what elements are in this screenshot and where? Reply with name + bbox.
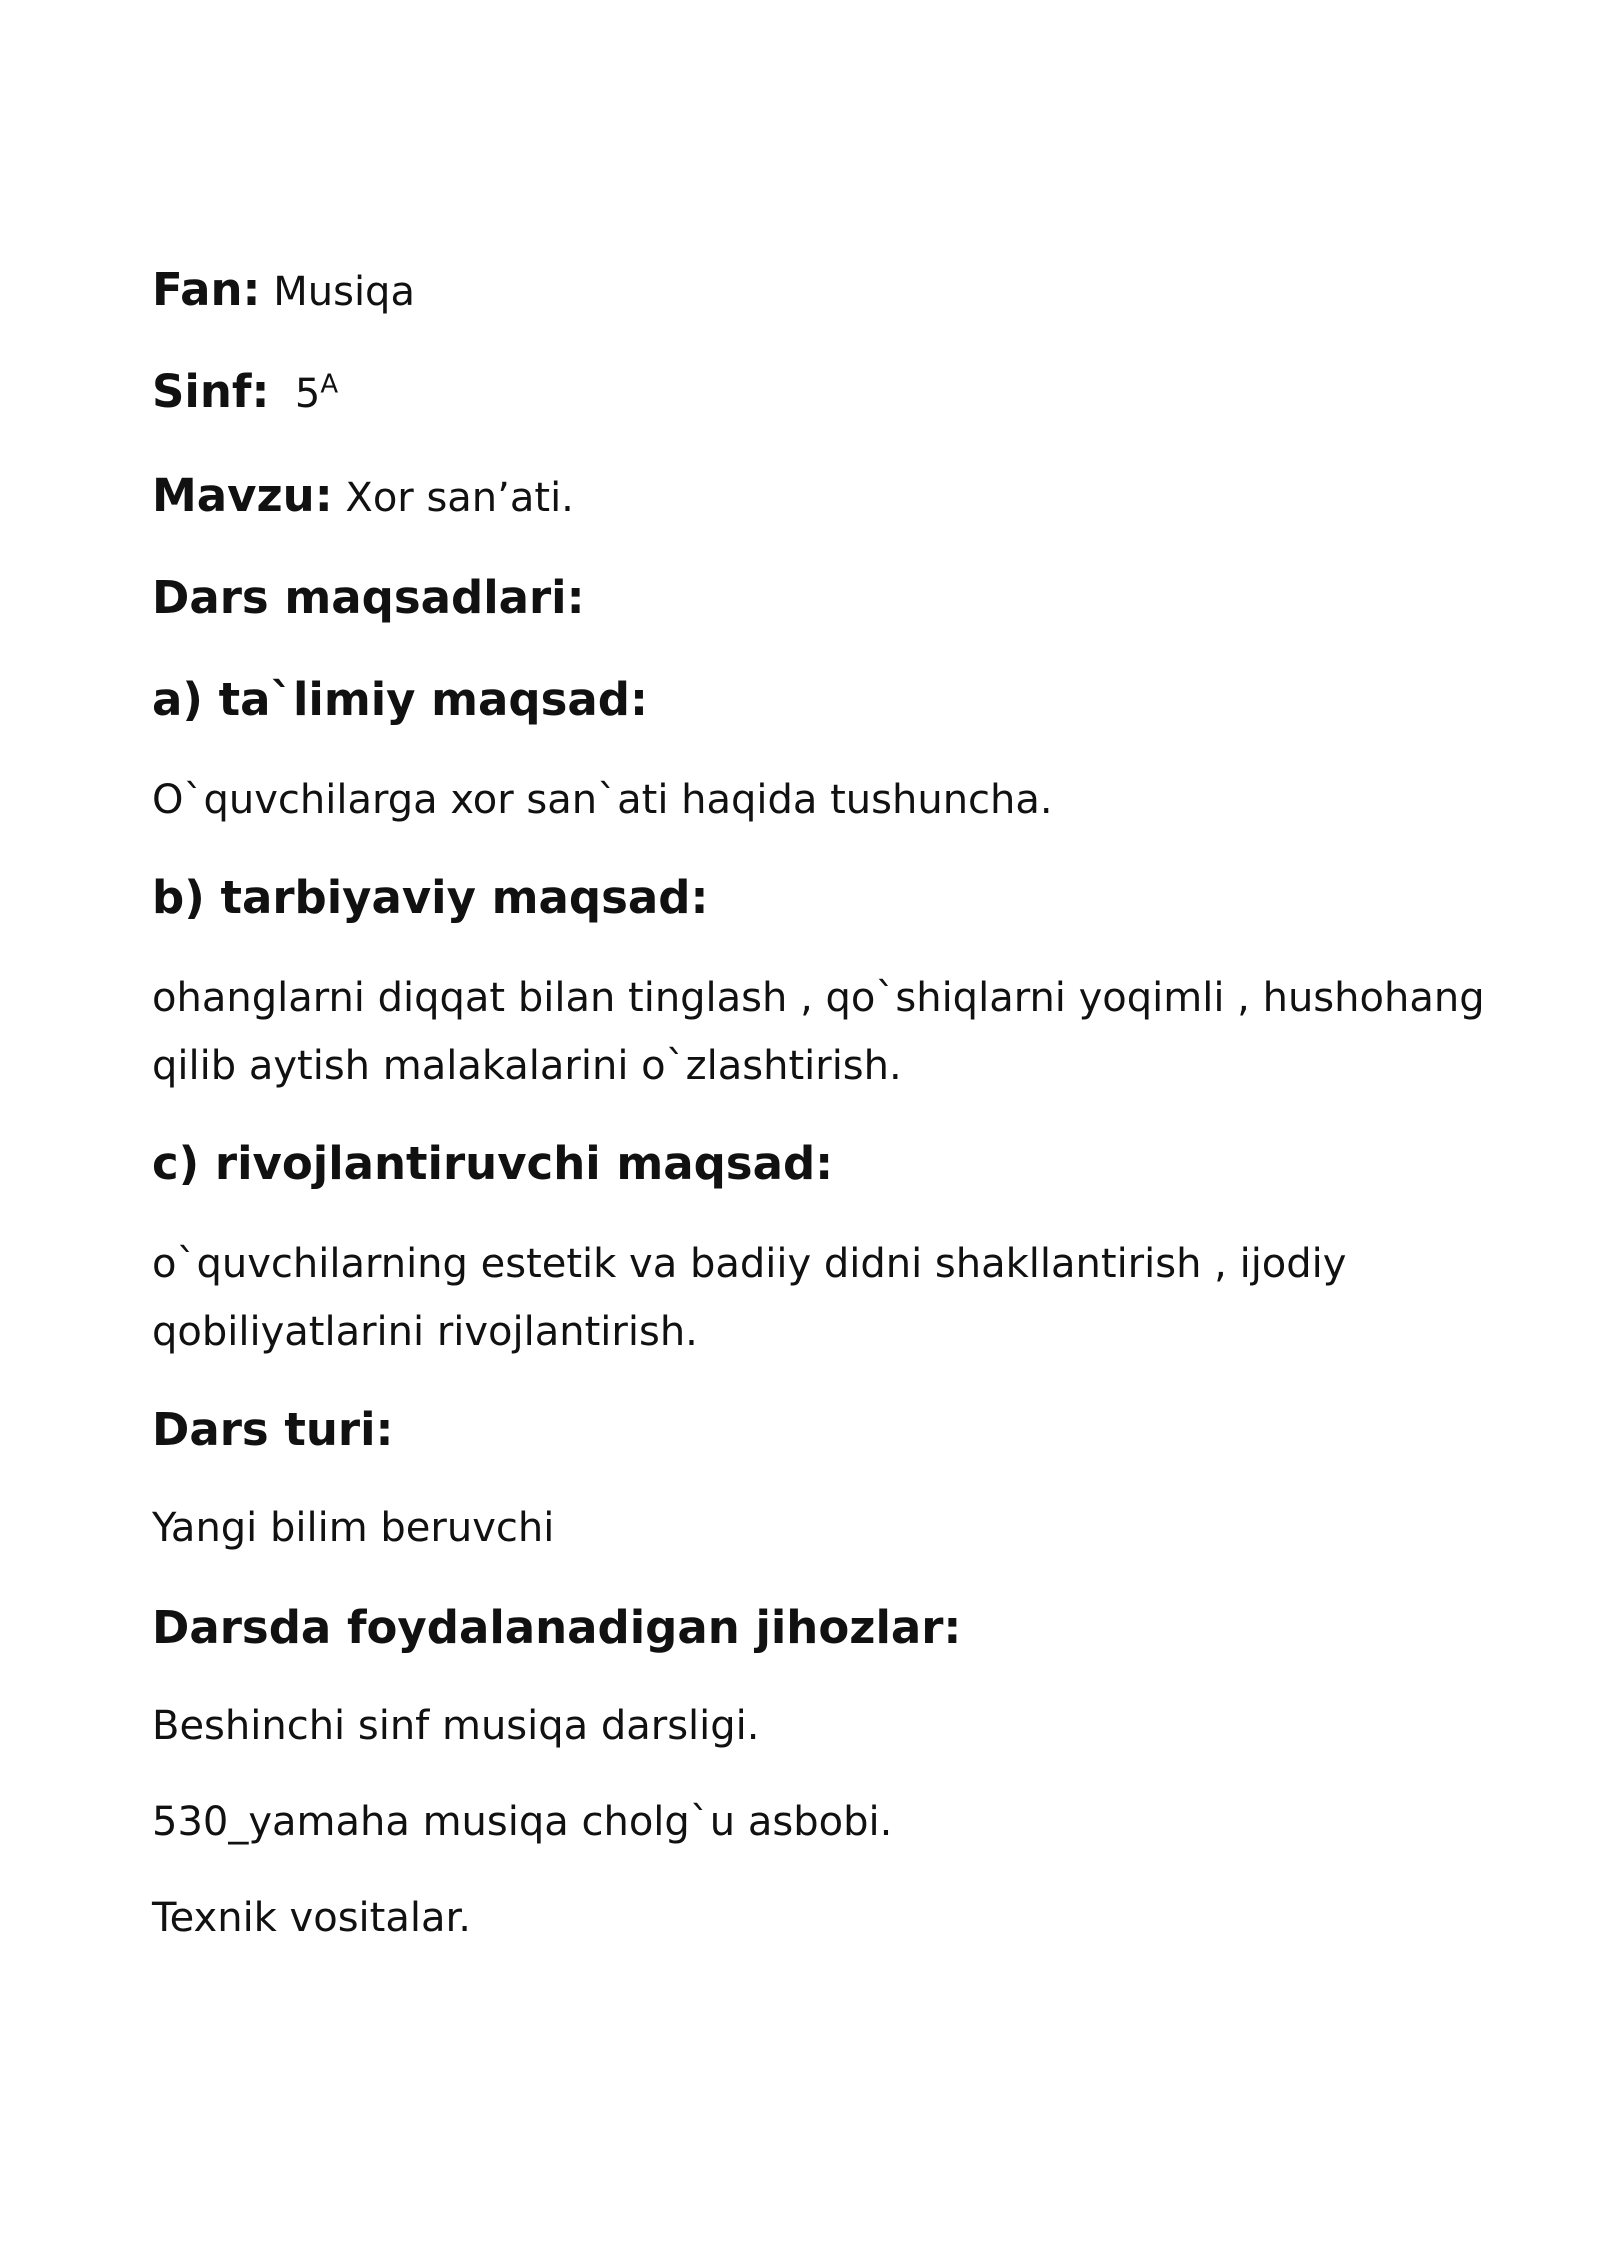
upbringing-goal-line-1: ohanglarni diqqat bilan tinglash , qo`shiqlarni yoqimli , hushohang <box>152 975 1485 1021</box>
lesson-type-heading: Dars turi: <box>152 1403 394 1456</box>
equipment-item: Texnik vositalar. <box>152 1895 471 1941</box>
goals-heading: Dars maqsadlari: <box>152 571 585 624</box>
equipment-item: Beshinchi sinf musiqa darsligi. <box>152 1703 760 1749</box>
equipment-heading: Darsda foydalanadigan jihozlar: <box>152 1601 962 1654</box>
field-fan-label: Fan: <box>152 263 261 316</box>
developmental-goal-line-2: qobiliyatlarini rivojlantirish. <box>152 1309 698 1355</box>
field-sinf-label: Sinf: <box>152 365 270 418</box>
field-sinf <box>152 358 338 428</box>
developmental-goal-line-1: o`quvchilarning estetik va badiiy didni shakllantirish , ijodiy <box>152 1241 1347 1287</box>
upbringing-goal-line-2: qilib aytish malakalarini o`zlashtirish. <box>152 1043 902 1089</box>
educational-goal-text: O`quvchilarga xor san`ati haqida tushuncha. <box>152 777 1053 823</box>
upbringing-goal-heading: b) tarbiyaviy maqsad: <box>152 871 709 924</box>
educational-goal-heading: a) ta`limiy maqsad: <box>152 673 648 726</box>
field-fan-value: Musiqa <box>273 269 415 315</box>
field-mavzu-value: Xor san’ati. <box>345 475 574 521</box>
field-mavzu <box>152 462 574 532</box>
field-sinf-value: 5 <box>294 371 321 417</box>
field-mavzu-label: Mavzu: <box>152 469 333 522</box>
field-fan <box>152 256 415 326</box>
lesson-type-text: Yangi bilim beruvchi <box>152 1505 555 1551</box>
equipment-item: 530_yamaha musiqa cholg`u asbobi. <box>152 1799 893 1845</box>
field-sinf-superscript: A <box>320 369 339 400</box>
developmental-goal-heading: c) rivojlantiruvchi maqsad: <box>152 1137 834 1190</box>
